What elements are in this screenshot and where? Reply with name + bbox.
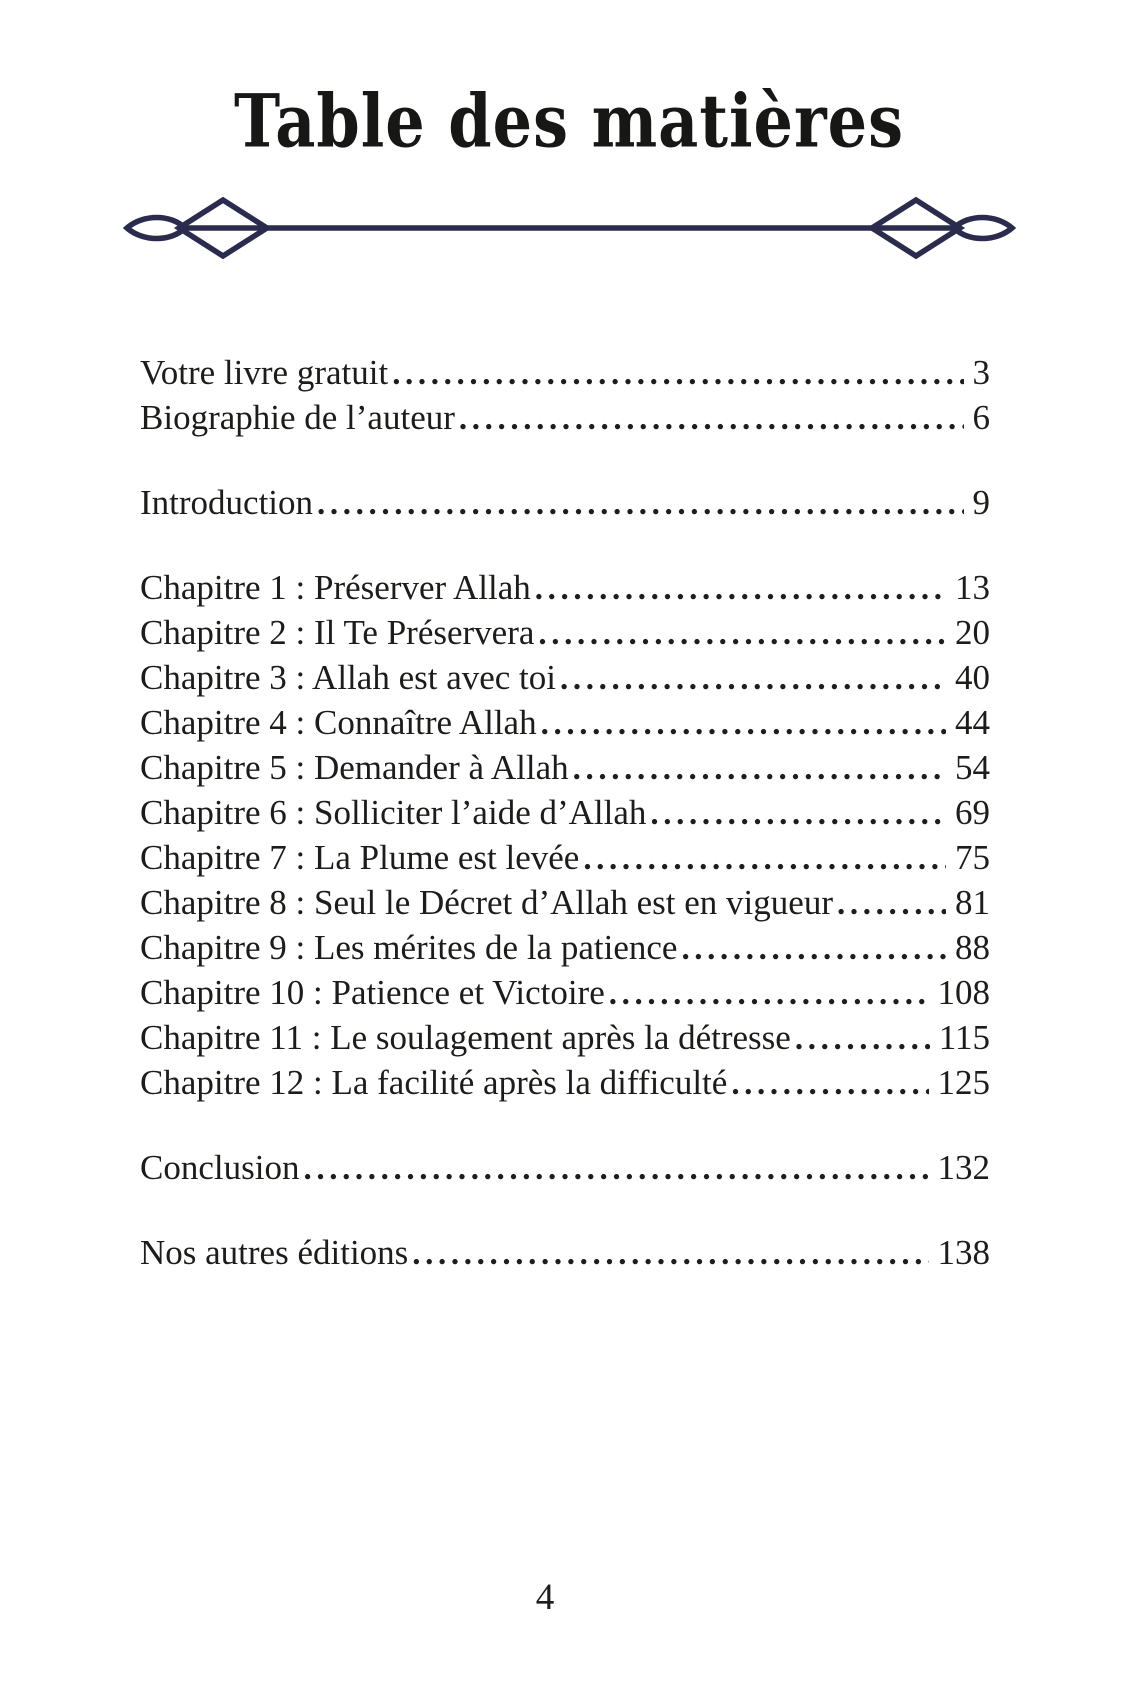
page-title: Table des matières [233,78,905,165]
dot-leader [299,1146,928,1191]
dot-leader [646,791,946,836]
toc-entry-page: 44 [955,703,990,742]
toc-entry[interactable] [140,926,990,971]
toc-entry[interactable] [140,1231,990,1276]
toc-entry[interactable] [140,791,990,836]
dot-leader [537,701,946,746]
toc-entry-label: Chapitre 8 : Seul le Décret d’Allah est en vigueur [140,883,833,922]
dot-leader [556,656,946,701]
toc-entry-label: Chapitre 10 : Patience et Victoire [140,973,605,1012]
toc-entry-label: Nos autres éditions [140,1233,409,1272]
toc-entry-page: 13 [955,568,990,607]
toc-entry[interactable] [140,836,990,881]
toc-entry-page: 88 [955,928,990,967]
toc-group [140,1146,990,1191]
toc-entry-page: 40 [955,658,990,697]
dot-leader [408,1231,928,1276]
dot-leader [791,1016,930,1061]
toc-entry[interactable] [140,1146,990,1191]
dot-leader [605,971,929,1016]
dot-leader [531,566,946,611]
toc-entry-label: Chapitre 3 : Allah est avec toi [140,658,557,697]
dot-leader [569,746,946,791]
toc-entry[interactable] [140,701,990,746]
toc-entry-label: Chapitre 7 : La Plume est levée [140,838,580,877]
toc-entry-page: 81 [955,883,990,922]
toc-entry-page: 132 [937,1148,990,1187]
toc-list [140,351,990,1276]
toc-entry[interactable] [140,1016,990,1061]
ornamental-divider [117,193,1022,263]
dot-leader [455,396,964,441]
toc-entry[interactable] [140,611,990,656]
toc-entry[interactable] [140,881,990,926]
dot-leader [677,926,946,971]
dot-leader [727,1061,928,1106]
toc-entry-label: Votre livre gratuit [140,353,389,392]
toc-entry-label: Chapitre 6 : Solliciter l’aide d’Allah [140,793,647,832]
dot-leader [833,881,946,926]
toc-entry-label: Chapitre 1 : Préserver Allah [140,568,531,607]
toc-entry-page: 125 [937,1063,990,1102]
dot-leader [313,481,963,526]
toc-entry-label: Introduction [140,483,314,522]
toc-entry-page: 115 [938,1018,990,1057]
toc-entry-label: Chapitre 12 : La facilité après la difficulté [140,1063,728,1102]
toc-entry-label: Chapitre 9 : Les mérites de la patience [140,928,678,967]
toc-group [140,351,990,441]
toc-entry-page: 6 [972,398,990,437]
toc-entry-page: 69 [955,793,990,832]
toc-entry-label: Conclusion [140,1148,300,1187]
toc-entry-label: Biographie de l’auteur [140,398,455,437]
toc-entry[interactable] [140,481,990,526]
toc-group [140,566,990,1106]
toc-entry-label: Chapitre 4 : Connaître Allah [140,703,537,742]
toc-entry-page: 3 [972,353,990,392]
dot-leader [534,611,946,656]
toc-entry-page: 54 [955,748,990,787]
toc-entry[interactable] [140,971,990,1016]
toc-entry-page: 108 [937,973,990,1012]
toc-entry[interactable] [140,746,990,791]
toc-entry-label: Chapitre 2 : Il Te Préservera [140,613,535,652]
toc-entry[interactable] [140,656,990,701]
toc-entry-page: 20 [955,613,990,652]
dot-leader [388,351,963,396]
toc-group [140,1231,990,1276]
toc-group [140,481,990,526]
toc-entry-page: 75 [955,838,990,877]
page-number: 4 [535,1577,555,1618]
toc-entry[interactable] [140,351,990,396]
toc-entry-page: 9 [972,483,990,522]
dot-leader [579,836,946,881]
toc-entry[interactable] [140,566,990,611]
toc-entry[interactable] [140,396,990,441]
toc-entry-page: 138 [937,1233,990,1272]
toc-entry[interactable] [140,1061,990,1106]
toc-entry-label: Chapitre 11 : Le soulagement après la détresse [140,1018,791,1057]
toc-entry-label: Chapitre 5 : Demander à Allah [140,748,569,787]
